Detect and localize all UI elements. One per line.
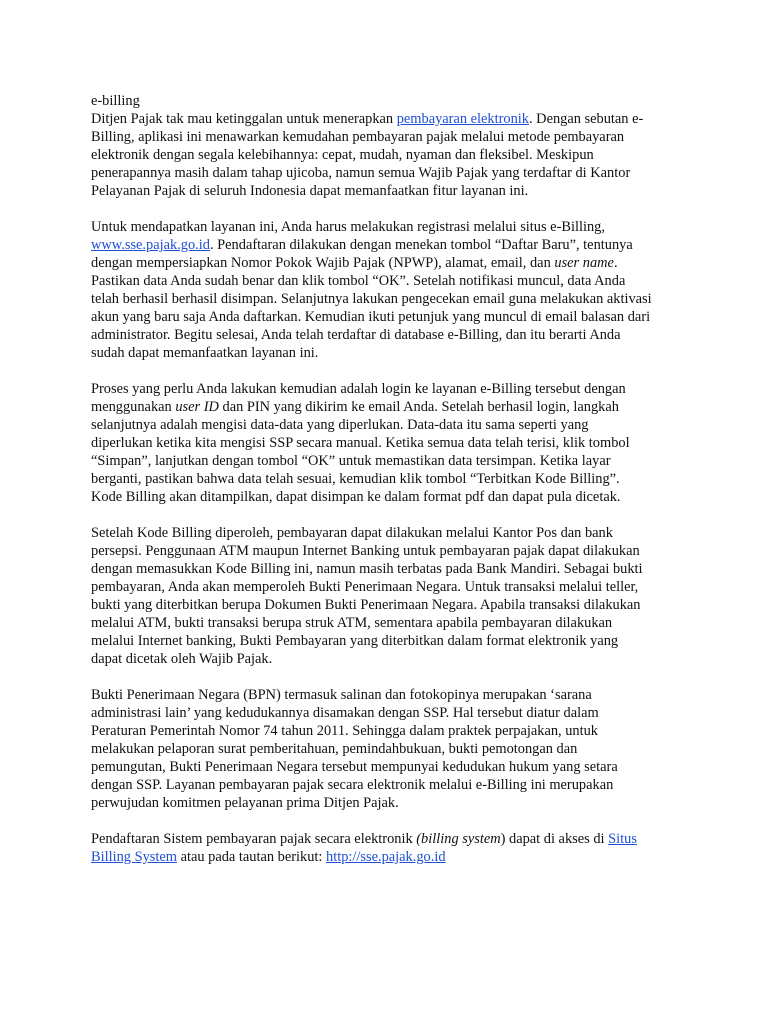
paragraph-line: dengan memasukkan Kode Billing ini, namun masih terbatas pada Bank Mandiri. Sebagai bukti xyxy=(91,561,643,577)
paragraph-line xyxy=(91,398,691,416)
paragraph-line: Peraturan Pemerintah Nomor 74 tahun 2011. Sehingga dalam praktek perpajakan, untuk xyxy=(91,723,598,739)
paragraph-line: pembayaran, Anda akan memperoleh Bukti Penerimaan Negara. Untuk transaksi melalui teller, xyxy=(91,579,639,595)
paragraph-line: Untuk mendapatkan layanan ini, Anda harus melakukan registrasi melalui situs e-Billing, xyxy=(91,219,605,235)
paragraph-line: Billing, aplikasi ini menawarkan kemudahan pembayaran pajak melalui metode pembayaran xyxy=(91,129,625,145)
paragraph-line xyxy=(91,848,691,866)
paragraph-line: akun yang baru saja Anda daftarkan. Kemudian ikuti petunjuk yang muncul di email balasan dari xyxy=(91,309,651,325)
paragraph-line: melakukan pelaporan surat pemberitahuan, pemindahbukuan, bukti pemotongan dan xyxy=(91,741,578,757)
paragraph-line: berganti, pastikan bahwa data telah sesuai, kemudian klik tombol “Terbitkan Kode Billing”. xyxy=(91,471,620,487)
italic-text: user ID xyxy=(175,399,219,415)
paragraph-line: perwujudan komitmen pelayanan prima Ditjen Pajak. xyxy=(91,795,399,811)
paragraph-line: melalui Internet banking, Bukti Pembayaran yang diterbitkan dalam format elektronik yang xyxy=(91,633,619,649)
paragraph-bpn xyxy=(91,686,691,812)
link-sse-pajak-url[interactable]: http://sse.pajak.go.id xyxy=(326,849,446,865)
link-sse-pajak[interactable]: www.sse.pajak.go.id xyxy=(91,237,210,253)
text-span: . Pendaftaran dilakukan dengan menekan tombol “Daftar Baru”, tentunya xyxy=(209,237,633,253)
paragraph-line: Setelah Kode Billing diperoleh, pembayaran dapat dilakukan melalui Kantor Pos dan bank xyxy=(91,525,613,541)
paragraph-line xyxy=(91,830,691,848)
paragraph-line: bukti yang diterbitkan berupa Dokumen Bukti Penerimaan Negara. Apabila transaksi dilakukan xyxy=(91,597,641,613)
paragraph-line: penerapannya masih dalam tahap ujicoba, namun semua Wajib Pajak yang terdaftar di Kantor xyxy=(91,165,631,181)
paragraph-payment xyxy=(91,524,691,668)
text-span: dengan mempersiapkan Nomor Pokok Wajib Pajak (NPWP), alamat, email, dan xyxy=(91,255,555,271)
paragraph-access xyxy=(91,830,691,866)
paragraph-line: pemungutan, Bukti Penerimaan Negara tersebut mempunyai kedudukan hukum yang setara xyxy=(91,759,618,775)
text-span: atau pada tautan berikut: xyxy=(176,849,327,865)
italic-text: user name xyxy=(554,255,614,271)
text-span: Pendaftaran Sistem pembayaran pajak secara elektronik xyxy=(91,831,417,847)
paragraph-line xyxy=(91,236,691,254)
text-span: . Dengan sebutan e- xyxy=(528,111,644,127)
paragraph-line: melalui ATM, bukti transaksi berupa struk ATM, sementara apabila pembayaran dilakukan xyxy=(91,615,613,631)
paragraph-line: selanjutnya adalah mengisi data-data yang diperlukan. Data-data itu sama seperti yang xyxy=(91,417,589,433)
paragraph-line: sudah dapat memanfaatkan layanan ini. xyxy=(91,345,319,361)
link-situs-billing-system[interactable]: Situs xyxy=(608,831,637,847)
paragraph-line: administrasi lain’ yang kedudukannya disamakan dengan SSP. Hal tersebut diatur dalam xyxy=(91,705,599,721)
document-page xyxy=(91,92,691,884)
paragraph-line: persepsi. Penggunaan ATM maupun Internet Banking untuk pembayaran pajak dapat dilakukan xyxy=(91,543,640,559)
paragraph-line: dapat dicetak oleh Wajib Pajak. xyxy=(91,651,273,667)
text-span: . xyxy=(613,255,618,271)
paragraph-line xyxy=(91,110,691,128)
paragraph-line: Pastikan data Anda sudah benar dan klik tombol “OK”. Setelah notifikasi muncul, data Anda xyxy=(91,273,626,289)
paragraph-line: dengan SSP. Layanan pembayaran pajak secara elektronik melalui e-Billing ini merupakan xyxy=(91,777,614,793)
document-title: e-billing xyxy=(91,93,140,109)
text-span: ) dapat di akses di xyxy=(500,831,609,847)
paragraph-line: “Simpan”, lanjutkan dengan tombol “OK” untuk memastikan data tersimpan. Ketika layar xyxy=(91,453,611,469)
link-situs-billing-system[interactable]: Billing System xyxy=(91,849,177,865)
paragraph-line: diperlukan ketika kita mengisi SSP secara manual. Ketika semua data telah terisi, klik tombol xyxy=(91,435,630,451)
paragraph-registration xyxy=(91,218,691,362)
italic-text: (billing system xyxy=(416,831,501,847)
paragraph-line: telah berhasil berhasil disimpan. Selanjutnya lakukan pengecekan email guna melakukan aktivasi xyxy=(91,291,652,307)
paragraph-login xyxy=(91,380,691,506)
text-span: menggunakan xyxy=(91,399,176,415)
paragraph-line: elektronik dengan segala kelebihannya: cepat, mudah, nyaman dan fleksibel. Meskipun xyxy=(91,147,594,163)
paragraph-line: Pelayanan Pajak di seluruh Indonesia dapat memanfaatkan fitur layanan ini. xyxy=(91,183,529,199)
text-span: Ditjen Pajak tak mau ketinggalan untuk menerapkan xyxy=(91,111,397,127)
text-span: dan PIN yang dikirim ke email Anda. Setelah berhasil login, langkah xyxy=(218,399,619,415)
paragraph-line: Bukti Penerimaan Negara (BPN) termasuk salinan dan fotokopinya merupakan ‘sarana xyxy=(91,687,592,703)
paragraph-line xyxy=(91,254,691,272)
paragraph-intro xyxy=(91,110,691,200)
link-pembayaran-elektronik[interactable]: pembayaran elektronik xyxy=(396,111,529,127)
paragraph-line: Kode Billing akan ditampilkan, dapat disimpan ke dalam format pdf dan dapat pula dicetak. xyxy=(91,489,621,505)
paragraph-line: administrator. Begitu selesai, Anda telah terdaftar di database e-Billing, dan itu berarti Anda xyxy=(91,327,621,343)
paragraph-line: Proses yang perlu Anda lakukan kemudian adalah login ke layanan e-Billing tersebut dengan xyxy=(91,381,626,397)
